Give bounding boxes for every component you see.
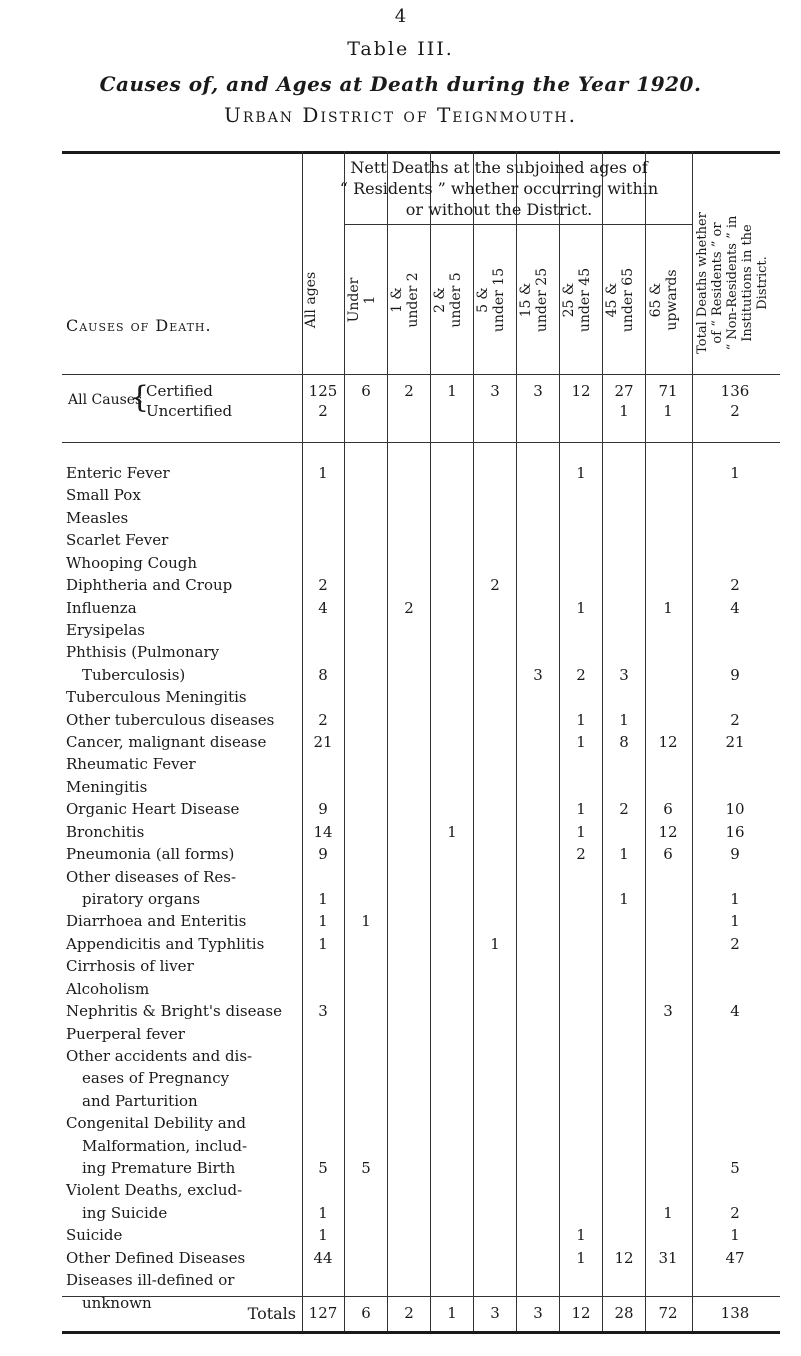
cause-label: Cancer, malignant disease bbox=[66, 733, 267, 751]
cause-value: 4 bbox=[318, 599, 328, 617]
cause-label: and Parturition bbox=[82, 1092, 198, 1110]
cause-value: 10 bbox=[725, 800, 745, 818]
cause-value: 2 bbox=[318, 576, 328, 594]
col-rule bbox=[473, 151, 474, 1331]
certified-label: Certified bbox=[146, 382, 213, 400]
certified-value: 12 bbox=[571, 382, 591, 400]
nett-deaths-header bbox=[304, 157, 694, 220]
cause-label: eases of Pregnancy bbox=[82, 1069, 230, 1087]
cause-value: 1 bbox=[730, 890, 740, 908]
age-column-header: 25 & under 45 bbox=[561, 267, 593, 333]
cause-label: Diarrhoea and Enteritis bbox=[66, 912, 247, 930]
age-header-rule bbox=[344, 224, 692, 225]
cause-value: 3 bbox=[318, 1002, 328, 1020]
uncertified-value: 1 bbox=[663, 402, 673, 420]
cause-value: 1 bbox=[663, 599, 673, 617]
cause-value: 3 bbox=[663, 1002, 673, 1020]
allcauses-bottom-rule bbox=[62, 442, 780, 443]
cause-label: Congenital Debility and bbox=[66, 1114, 247, 1132]
cause-label: piratory organs bbox=[82, 890, 201, 908]
cause-label: Pneumonia (all forms) bbox=[66, 845, 235, 863]
cause-value: 2 bbox=[576, 845, 586, 863]
age-column-header: All ages bbox=[303, 271, 319, 329]
cause-value: 2 bbox=[404, 599, 414, 617]
totals-value: 1 bbox=[447, 1304, 457, 1322]
totals-value: 3 bbox=[533, 1304, 543, 1322]
table-title: Table III. bbox=[347, 38, 454, 60]
cause-label: ing Premature Birth bbox=[82, 1159, 236, 1177]
cause-value: 1 bbox=[576, 711, 586, 729]
age-column-header: 65 & upwards bbox=[648, 269, 680, 331]
header-bottom-rule bbox=[62, 374, 780, 375]
cause-value: 4 bbox=[730, 599, 740, 617]
totals-value: 3 bbox=[490, 1304, 500, 1322]
cause-label: Diphtheria and Croup bbox=[66, 576, 233, 594]
cause-label: Whooping Cough bbox=[66, 554, 198, 572]
cause-value: 21 bbox=[313, 733, 333, 751]
cause-label: Scarlet Fever bbox=[66, 531, 169, 549]
cause-value: 1 bbox=[318, 1226, 328, 1244]
cause-value: 1 bbox=[318, 912, 328, 930]
cause-value: 1 bbox=[619, 845, 629, 863]
cause-value: 4 bbox=[730, 1002, 740, 1020]
all-causes-label: All Causes bbox=[68, 392, 143, 408]
total-header-line: Total Deaths whether bbox=[695, 212, 710, 354]
totals-value: 138 bbox=[720, 1304, 750, 1322]
col-rule bbox=[430, 151, 431, 1331]
cause-value: 2 bbox=[318, 711, 328, 729]
cause-value: 1 bbox=[576, 733, 586, 751]
cause-value: 12 bbox=[658, 823, 678, 841]
cause-value: 1 bbox=[447, 823, 457, 841]
cause-value: 1 bbox=[730, 1226, 740, 1244]
cause-value: 44 bbox=[313, 1249, 333, 1267]
page-number: 4 bbox=[394, 6, 407, 27]
cause-label: Other accidents and dis- bbox=[66, 1047, 253, 1065]
cause-label: Puerperal fever bbox=[66, 1025, 185, 1043]
cause-value: 1 bbox=[576, 823, 586, 841]
cause-value: 1 bbox=[663, 1204, 673, 1222]
cause-value: 5 bbox=[361, 1159, 371, 1177]
cause-value: 1 bbox=[318, 890, 328, 908]
total-header-line: District. bbox=[755, 256, 770, 310]
cause-value: 6 bbox=[663, 845, 673, 863]
col-rule bbox=[645, 151, 646, 1331]
cause-value: 1 bbox=[619, 890, 629, 908]
causes-title: Causes of, and Ages at Death during the Year 1920. bbox=[99, 72, 702, 96]
cause-label: Other Defined Diseases bbox=[66, 1249, 246, 1267]
cause-value: 5 bbox=[318, 1159, 328, 1177]
cause-label: Measles bbox=[66, 509, 129, 527]
certified-value: 27 bbox=[614, 382, 634, 400]
col-rule bbox=[692, 151, 693, 1331]
totals-value: 72 bbox=[658, 1304, 678, 1322]
age-column-header: 45 & under 65 bbox=[604, 267, 636, 333]
cause-label: Influenza bbox=[66, 599, 137, 617]
col-rule bbox=[387, 151, 388, 1331]
certified-value: 71 bbox=[658, 382, 678, 400]
uncertified-label: Uncertified bbox=[146, 402, 233, 420]
age-column-header: 1 & under 2 bbox=[389, 272, 421, 328]
cause-label: Enteric Fever bbox=[66, 464, 170, 482]
certified-value: 6 bbox=[361, 382, 371, 400]
total-header-line: “ Non-Residents ” in bbox=[725, 215, 740, 351]
causes-header: Causes of Death. bbox=[66, 316, 212, 335]
cause-value: 3 bbox=[533, 666, 543, 684]
cause-value: 1 bbox=[730, 464, 740, 482]
certified-value: 1 bbox=[447, 382, 457, 400]
cause-value: 1 bbox=[576, 599, 586, 617]
cause-label: Erysipelas bbox=[66, 621, 146, 639]
certified-value: 2 bbox=[404, 382, 414, 400]
cause-value: 2 bbox=[730, 935, 740, 953]
totals-value: 12 bbox=[571, 1304, 591, 1322]
cause-label: Other tuberculous diseases bbox=[66, 711, 275, 729]
cause-value: 9 bbox=[318, 800, 328, 818]
cause-label: unknown bbox=[82, 1294, 152, 1312]
cause-value: 2 bbox=[730, 576, 740, 594]
age-column-header: 5 & under 15 bbox=[475, 267, 507, 333]
cause-value: 1 bbox=[318, 935, 328, 953]
cause-value: 1 bbox=[576, 464, 586, 482]
age-column-header: 15 & under 25 bbox=[518, 267, 550, 333]
cause-value: 1 bbox=[619, 711, 629, 729]
cause-label: Organic Heart Disease bbox=[66, 800, 240, 818]
cause-label: Bronchitis bbox=[66, 823, 145, 841]
cause-value: 12 bbox=[658, 733, 678, 751]
cause-value: 1 bbox=[318, 464, 328, 482]
cause-value: 3 bbox=[619, 666, 629, 684]
cause-value: 2 bbox=[730, 711, 740, 729]
cause-label: Malformation, includ- bbox=[82, 1137, 248, 1155]
cause-value: 8 bbox=[619, 733, 629, 751]
cause-value: 2 bbox=[490, 576, 500, 594]
cause-value: 14 bbox=[313, 823, 333, 841]
nett-header-line: or without the District. bbox=[405, 200, 593, 219]
cause-value: 21 bbox=[725, 733, 745, 751]
cause-label: Alcoholism bbox=[66, 980, 150, 998]
cause-value: 1 bbox=[576, 800, 586, 818]
uncertified-value: 2 bbox=[318, 402, 328, 420]
cause-label: Other diseases of Res- bbox=[66, 868, 237, 886]
cause-value: 1 bbox=[490, 935, 500, 953]
total-header-line: Institutions in the bbox=[740, 224, 755, 342]
certified-value: 125 bbox=[308, 382, 338, 400]
cause-value: 1 bbox=[361, 912, 371, 930]
certified-value: 3 bbox=[533, 382, 543, 400]
total-header-line: of “ Residents ” or bbox=[710, 222, 725, 344]
certified-value: 136 bbox=[720, 382, 750, 400]
totals-label: Totals bbox=[247, 1304, 296, 1323]
cause-value: 2 bbox=[576, 666, 586, 684]
cause-value: 1 bbox=[318, 1204, 328, 1222]
cause-label: Suicide bbox=[66, 1226, 123, 1244]
totals-value: 127 bbox=[308, 1304, 338, 1322]
cause-value: 1 bbox=[576, 1226, 586, 1244]
cause-label: Meningitis bbox=[66, 778, 148, 796]
cause-label: Nephritis & Bright's disease bbox=[66, 1002, 283, 1020]
col-rule bbox=[602, 151, 603, 1331]
cause-value: 31 bbox=[658, 1249, 678, 1267]
brace: { bbox=[130, 380, 150, 415]
cause-value: 16 bbox=[725, 823, 745, 841]
age-column-header: 2 & under 5 bbox=[432, 272, 464, 328]
cause-label: ing Suicide bbox=[82, 1204, 168, 1222]
cause-label: Diseases ill-defined or bbox=[66, 1271, 235, 1289]
cause-value: 9 bbox=[730, 845, 740, 863]
cause-value: 47 bbox=[725, 1249, 745, 1267]
total-deaths-header bbox=[695, 188, 781, 378]
cause-value: 2 bbox=[730, 1204, 740, 1222]
cause-label: Rheumatic Fever bbox=[66, 755, 196, 773]
cause-label: Tuberculosis) bbox=[82, 666, 186, 684]
cause-value: 2 bbox=[619, 800, 629, 818]
cause-label: Phthisis (Pulmonary bbox=[66, 643, 220, 661]
cause-value: 8 bbox=[318, 666, 328, 684]
totals-value: 6 bbox=[361, 1304, 371, 1322]
district-title: Urban District of Teignmouth. bbox=[224, 103, 577, 127]
nett-header-line: Nett Deaths at the subjoined ages of bbox=[350, 158, 648, 177]
totals-value: 28 bbox=[614, 1304, 634, 1322]
cause-value: 9 bbox=[318, 845, 328, 863]
certified-value: 3 bbox=[490, 382, 500, 400]
cause-value: 6 bbox=[663, 800, 673, 818]
cause-value: 1 bbox=[730, 912, 740, 930]
cause-label: Cirrhosis of liver bbox=[66, 957, 194, 975]
col-rule bbox=[344, 151, 345, 1331]
age-column-header: Under 1 bbox=[346, 277, 378, 323]
cause-label: Appendicitis and Typhlitis bbox=[66, 935, 265, 953]
cause-value: 12 bbox=[614, 1249, 634, 1267]
nett-header-line: “ Residents ” whether occurring within bbox=[339, 179, 659, 198]
uncertified-value: 2 bbox=[730, 402, 740, 420]
col-rule bbox=[559, 151, 560, 1331]
col-rule bbox=[516, 151, 517, 1331]
cause-value: 9 bbox=[730, 666, 740, 684]
uncertified-value: 1 bbox=[619, 402, 629, 420]
cause-label: Small Pox bbox=[66, 486, 141, 504]
cause-label: Violent Deaths, exclud- bbox=[66, 1181, 243, 1199]
totals-value: 2 bbox=[404, 1304, 414, 1322]
cause-value: 5 bbox=[730, 1159, 740, 1177]
cause-label: Tuberculous Meningitis bbox=[66, 688, 247, 706]
cause-value: 1 bbox=[576, 1249, 586, 1267]
